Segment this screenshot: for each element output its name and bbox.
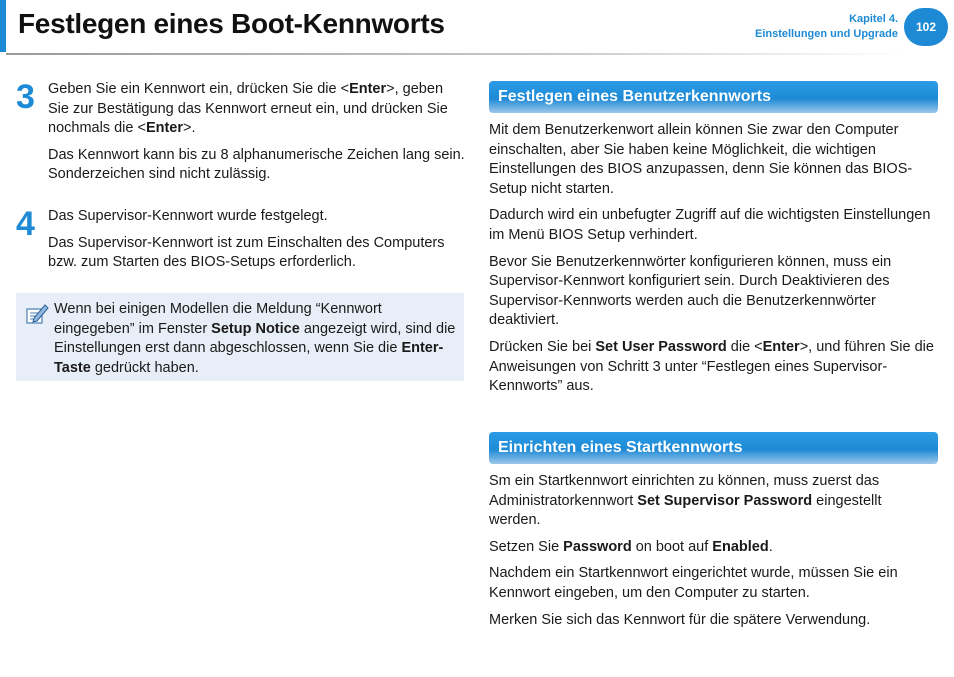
chapter-label bbox=[755, 12, 898, 42]
step-body bbox=[48, 207, 466, 280]
paragraph: Merken Sie sich das Kennwort für die spätere Verwendung. bbox=[489, 611, 871, 628]
title-accent-bar bbox=[0, 0, 6, 52]
note-emphasis: Setup Notice bbox=[211, 320, 300, 337]
paragraph: Dadurch wird ein unbefugter Zugriff auf die wichtigsten Einstellungen im Menü BIOS Setup verhindert. bbox=[489, 207, 931, 243]
step-paragraph: Das Kennwort kann bis zu 8 alphanumerische Zeichen lang sein. Sonderzeichen sind nicht zulässig. bbox=[48, 146, 465, 183]
page-title: Festlegen eines Boot-Kennworts bbox=[18, 8, 445, 39]
paragraph: Setzen Sie Password on boot auf Enabled. bbox=[489, 538, 773, 555]
menu-item-label: Set Supervisor Password bbox=[637, 492, 813, 509]
note-box bbox=[16, 293, 464, 381]
step-number: 3 bbox=[16, 78, 35, 116]
section-body-boot-password bbox=[489, 472, 935, 637]
menu-item-label: Set User Password bbox=[595, 338, 727, 355]
note-pencil-icon bbox=[24, 301, 50, 327]
section-heading-user-password: Festlegen eines Benutzerkennworts bbox=[489, 81, 938, 113]
paragraph: Mit dem Benutzerkenwort allein können Sie zwar den Computer einschalten, aber Sie haben keine Möglichkeit, die wichtigen Einstellungen des BIOS anzupassen, denn Sie können das BIOS-Setup nicht starten. bbox=[489, 122, 913, 197]
paragraph: Bevor Sie Benutzerkennwörter konfigurieren können, muss ein Supervisor-Kennwort konfiguriert sein. Durch Deaktivieren des Supervisor-Kennworts werden auch die Benutzerkennwörter deaktiviert. bbox=[489, 253, 892, 329]
section-body-user-password bbox=[489, 121, 935, 404]
paragraph: Drücken Sie bei Set User Password die <Enter>, und führen Sie die Anweisungen von Schritt 3 unter “Festlegen eines Supervisor-Kennworts” aus. bbox=[489, 338, 934, 395]
paragraph: Nachdem ein Startkennwort eingerichtet wurde, müssen Sie ein Kennwort eingeben, um den Computer zu starten. bbox=[489, 565, 898, 601]
key-label: Enter bbox=[145, 120, 184, 137]
chapter-title: Einstellungen und Upgrade bbox=[754, 28, 898, 40]
menu-item-label: Password bbox=[563, 538, 632, 555]
note-text: Wenn bei einigen Modellen die Meldung “Kennwort eingegeben” im Fenster Setup Notice angezeigt wird, sind die Einstellungen erst dann abgeschlossen, wenn Sie die Enter-Taste gedrückt haben. bbox=[54, 301, 456, 376]
header-divider bbox=[6, 53, 906, 55]
step-paragraph: Geben Sie ein Kennwort ein, drücken Sie die <Enter>, geben Sie zur Bestätigung das Kennwort erneut ein, und drücken Sie nochmals die <Enter>. bbox=[48, 81, 448, 137]
step-4 bbox=[16, 207, 466, 282]
paragraph: Sm ein Startkennwort einrichten zu können, muss zuerst das Administratorkennwort Set Supervisor Password eingestellt werden. bbox=[489, 473, 882, 529]
note-emphasis: Enter-Taste bbox=[54, 340, 444, 376]
step-paragraph: Das Supervisor-Kennwort wurde festgelegt. bbox=[48, 208, 328, 224]
step-number: 4 bbox=[16, 205, 35, 243]
key-label: Enter bbox=[349, 81, 387, 97]
chapter-number: Kapitel 4. bbox=[849, 13, 898, 25]
step-paragraph: Das Supervisor-Kennwort ist zum Einschalten des Computers bzw. zum Starten des BIOS-Setups erforderlich. bbox=[48, 234, 445, 271]
key-label: Enter bbox=[762, 338, 800, 355]
page-number-badge: 102 bbox=[904, 8, 948, 46]
section-heading-boot-password: Einrichten eines Startkennworts bbox=[489, 432, 938, 464]
step-body bbox=[48, 80, 466, 192]
setting-value: Enabled bbox=[712, 538, 769, 555]
step-3 bbox=[16, 80, 466, 190]
